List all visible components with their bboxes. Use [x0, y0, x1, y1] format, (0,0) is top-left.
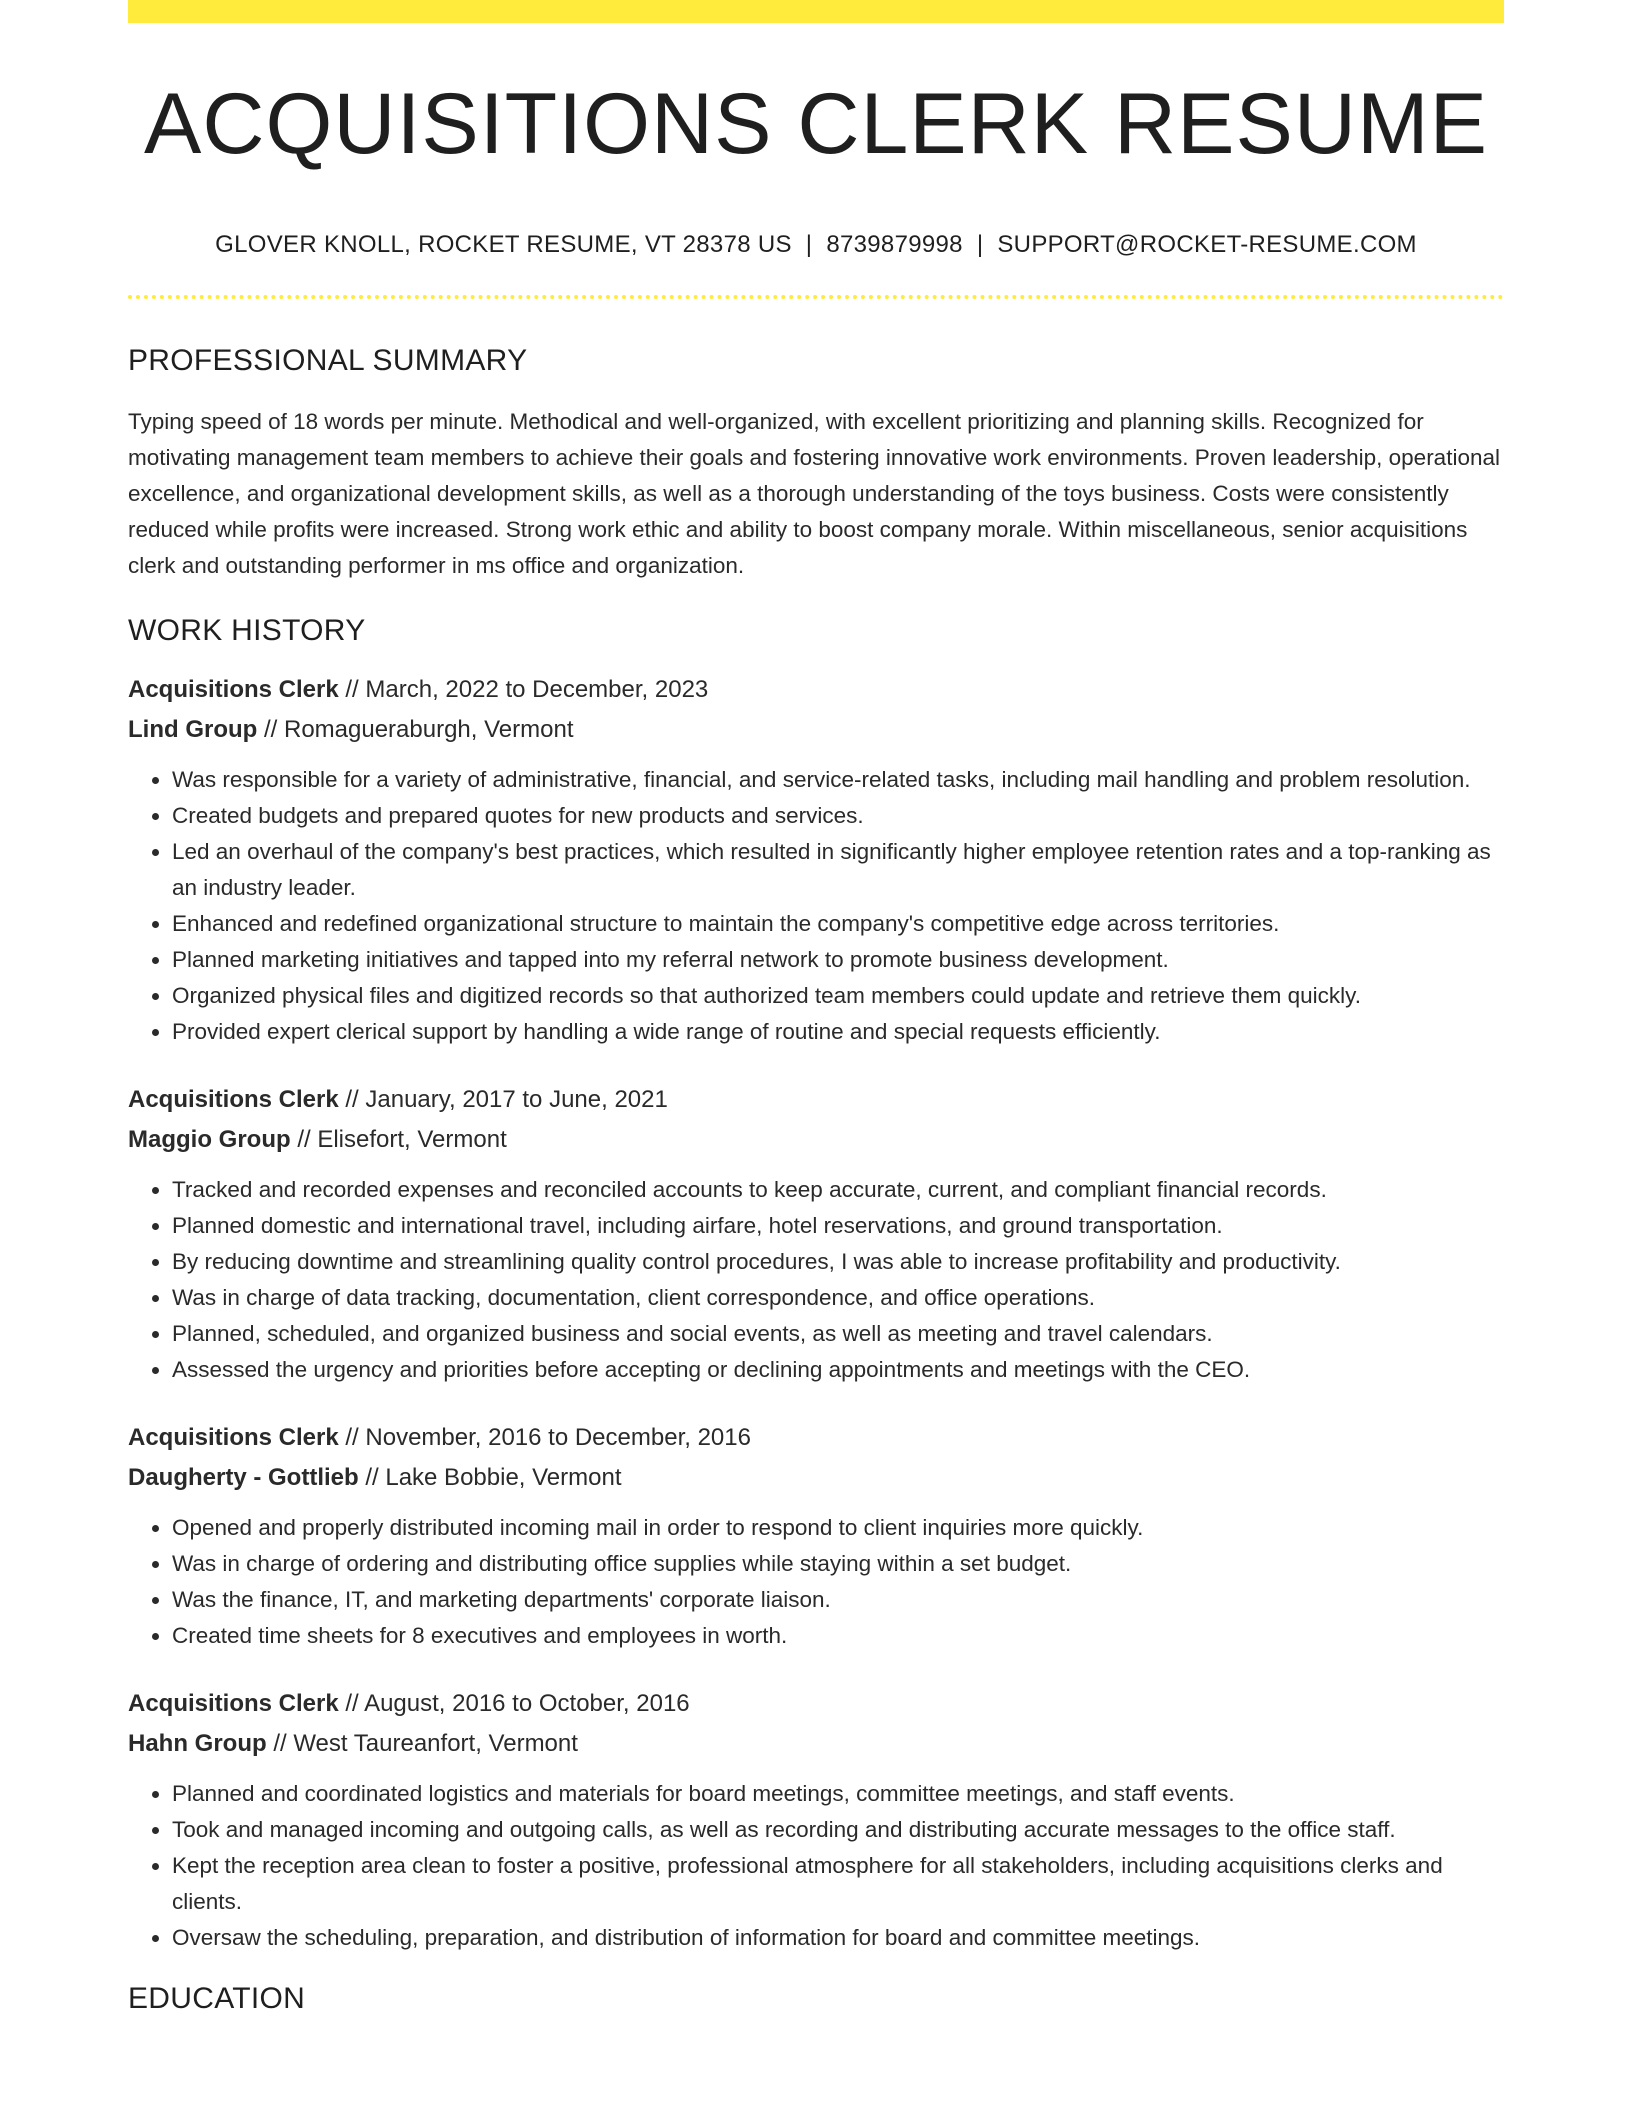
contact-separator: | [976, 231, 984, 258]
job-bullet: • Created budgets and prepared quotes for new products and services. [172, 798, 1504, 834]
job-bullet: • Opened and properly distributed incoming mail in order to respond to client inquiries more quickly. [172, 1510, 1504, 1546]
job-bullet: • Planned domestic and international travel, including airfare, hotel reservations, and ground transportation. [172, 1208, 1504, 1244]
job-bullet: • Was in charge of data tracking, documentation, client correspondence, and office operations. [172, 1280, 1504, 1316]
contact-phone: 8739879998 [826, 231, 963, 258]
job-company: Hahn Group [128, 1730, 267, 1757]
job-title-line [128, 670, 1504, 710]
job-bullet: • Kept the reception area clean to foster a positive, professional atmosphere for all stakeholders, including acquisitions clerks and clients. [172, 1848, 1504, 1920]
job-title: Acquisitions Clerk [128, 1086, 339, 1113]
job-bullet: • Created time sheets for 8 executives and employees in worth. [172, 1618, 1504, 1654]
dotted-divider [128, 295, 1504, 299]
job-title: Acquisitions Clerk [128, 1690, 339, 1717]
job-entry [128, 1418, 1504, 1654]
job-dates: // August, 2016 to October, 2016 [338, 1690, 690, 1717]
job-company: Maggio Group [128, 1126, 291, 1153]
job-bullet: • Took and managed incoming and outgoing calls, as well as recording and distributing accurate messages to the office staff. [172, 1812, 1504, 1848]
top-accent-bar [128, 0, 1504, 23]
job-bullet: • Oversaw the scheduling, preparation, and distribution of information for board and committee meetings. [172, 1920, 1504, 1956]
job-bullet: • Was responsible for a variety of administrative, financial, and service-related tasks, including mail handling and problem resolution. [172, 762, 1504, 798]
work-history-heading: WORK HISTORY [128, 614, 366, 647]
job-bullet: • Enhanced and redefined organizational structure to maintain the company's competitive edge across territories. [172, 906, 1504, 942]
job-entry [128, 670, 1504, 1050]
job-location: // Lake Bobbie, Vermont [358, 1464, 622, 1491]
summary-text: Typing speed of 18 words per minute. Methodical and well-organized, with excellent prioritizing and planning skills. Recognized for motivating management team members to achieve their goals and fostering innovative work environments. Proven leadership, operational excellence, and organizational development skills, as well as a thorough understanding of the toys business. Costs were consistently reduced while profits were increased. Strong work ethic and ability to boost company morale. Within miscellaneous, senior acquisitions clerk and outstanding performer in ms office and organization. [128, 409, 1500, 578]
job-bullet-list [128, 1172, 1504, 1388]
job-dates: // March, 2022 to December, 2023 [338, 676, 709, 703]
job-bullet-list [128, 1510, 1504, 1654]
job-dates: // January, 2017 to June, 2021 [338, 1086, 668, 1113]
job-bullet: • Was the finance, IT, and marketing departments' corporate liaison. [172, 1582, 1504, 1618]
job-location: // Elisefort, Vermont [290, 1126, 507, 1153]
page-title: ACQUISITIONS CLERK RESUME [144, 76, 1488, 172]
job-bullet: • Planned, scheduled, and organized business and social events, as well as meeting and travel calendars. [172, 1316, 1504, 1352]
education-heading: EDUCATION [128, 1982, 306, 2015]
contact-email: SUPPORT@ROCKET-RESUME.COM [997, 231, 1417, 258]
job-bullet: • Led an overhaul of the company's best practices, which resulted in significantly higher employee retention rates and a top-ranking as an industry leader. [172, 834, 1504, 906]
job-list [128, 670, 1504, 1956]
summary-heading: PROFESSIONAL SUMMARY [128, 344, 528, 377]
job-company-line [128, 710, 1504, 750]
job-title-line [128, 1080, 1504, 1120]
job-bullet: • Assessed the urgency and priorities before accepting or declining appointments and meetings with the CEO. [172, 1352, 1504, 1388]
job-entry [128, 1684, 1504, 1956]
job-company-line [128, 1120, 1504, 1160]
job-title: Acquisitions Clerk [128, 676, 339, 703]
job-bullet-list [128, 762, 1504, 1050]
job-bullet: • Organized physical files and digitized records so that authorized team members could update and retrieve them quickly. [172, 978, 1504, 1014]
contact-address: GLOVER KNOLL, ROCKET RESUME, VT 28378 US [215, 231, 792, 258]
job-location: // Romagueraburgh, Vermont [257, 716, 574, 743]
job-location: // West Taureanfort, Vermont [266, 1730, 578, 1757]
job-company-line [128, 1724, 1504, 1764]
job-title: Acquisitions Clerk [128, 1424, 339, 1451]
resume-page [128, 0, 1504, 2016]
job-bullet: • Planned and coordinated logistics and materials for board meetings, committee meetings, and staff events. [172, 1776, 1504, 1812]
job-company: Daugherty - Gottlieb [128, 1464, 359, 1491]
job-company-line [128, 1458, 1504, 1498]
job-bullet: • Tracked and recorded expenses and reconciled accounts to keep accurate, current, and compliant financial records. [172, 1172, 1504, 1208]
job-bullet: • Planned marketing initiatives and tapped into my referral network to promote business development. [172, 942, 1504, 978]
contact-separator: | [805, 231, 813, 258]
job-bullet: • By reducing downtime and streamlining quality control procedures, I was able to increase profitability and productivity. [172, 1244, 1504, 1280]
job-title-line [128, 1684, 1504, 1724]
job-company: Lind Group [128, 716, 258, 743]
job-bullet-list [128, 1776, 1504, 1956]
job-dates: // November, 2016 to December, 2016 [338, 1424, 751, 1451]
job-entry [128, 1080, 1504, 1388]
job-title-line [128, 1418, 1504, 1458]
contact-line [128, 231, 1504, 259]
job-bullet: • Provided expert clerical support by handling a wide range of routine and special requests efficiently. [172, 1014, 1504, 1050]
job-bullet: • Was in charge of ordering and distributing office supplies while staying within a set budget. [172, 1546, 1504, 1582]
